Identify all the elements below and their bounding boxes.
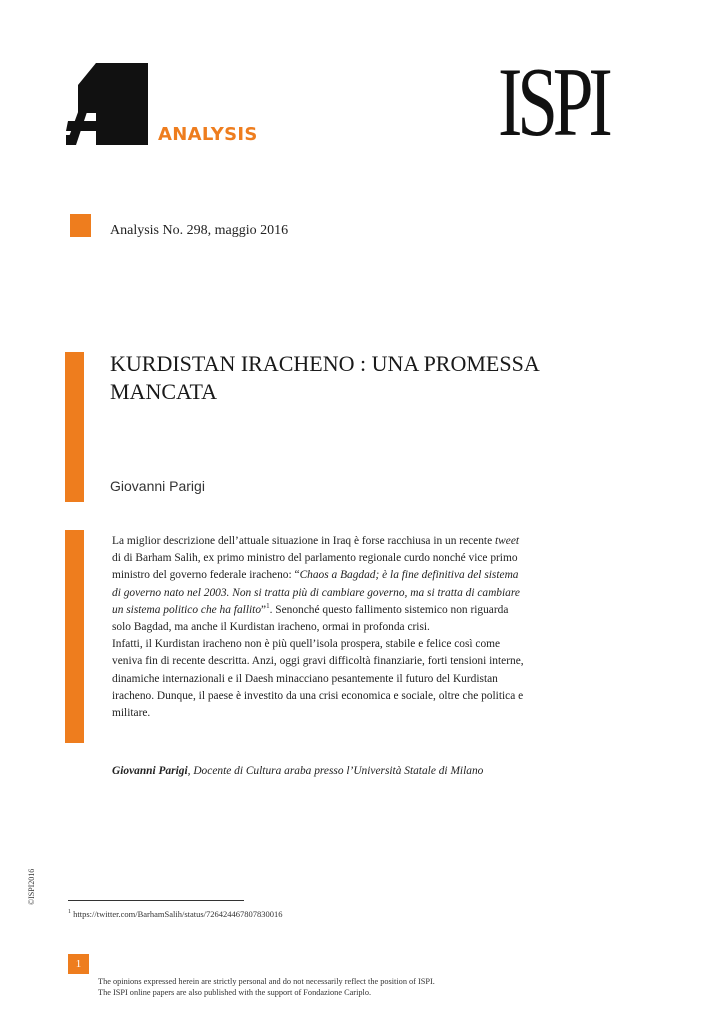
abstract-quote: Chaos a Bagdad; è la fine definitiva del sistema di governo nato nel 2003. Non si tratta più di cambiare governo, ma si tratta di cambiare un sistema politico che ha fallito bbox=[112, 569, 520, 616]
footnote-link[interactable]: https://twitter.com/BarhamSalih/status/726424467807830016 bbox=[71, 909, 283, 919]
author-bio bbox=[112, 765, 483, 777]
abstract-accent-bar bbox=[65, 530, 84, 743]
footnote-number: 1 bbox=[68, 909, 71, 916]
bio-role: , Docente di Cultura araba presso l’Università Statale di Milano bbox=[187, 765, 484, 777]
disclaimer-line-2: The ISPI online papers are also published with the support of Fondazione Cariplo. bbox=[98, 987, 372, 997]
abstract-paragraph-2: Infatti, il Kurdistan iracheno non è più quell’isola prospera, stabile e felice così come veniva fin di recente descritta. Anzi, oggi gravi difficoltà finanziarie, forti tensioni interne, dinamiche internazionali e il Daesh minacciano pesantemente il futuro del Kurdistan iracheno. Dunque, il paese è investito da una crisi economica e sociale, oltre che politica e militare. bbox=[112, 638, 524, 720]
document-title: KURDISTAN IRACHENO : UNA PROMESSA MANCATA bbox=[110, 351, 539, 404]
abstract-text: . Senonché questo fallimento sistemico non riguarda solo Bagdad, ma anche il Kurdistan iracheno, ormai in profonda crisi. bbox=[112, 603, 509, 634]
footnote-divider bbox=[68, 900, 244, 901]
orange-square-marker bbox=[70, 214, 91, 237]
bio-author-name: Giovanni Parigi bbox=[112, 765, 188, 777]
abstract-italic-tweet: tweet bbox=[495, 535, 520, 547]
footnote bbox=[68, 909, 283, 919]
title-accent-bar bbox=[65, 352, 84, 502]
disclaimer bbox=[98, 977, 618, 998]
series-label: ANALYSIS bbox=[158, 124, 258, 145]
analysis-a-logo bbox=[66, 63, 148, 145]
copyright-vertical: ©ISPI2016 bbox=[27, 868, 36, 905]
footnote-reference[interactable]: 1 bbox=[266, 602, 270, 611]
page-number: 1 bbox=[68, 954, 89, 974]
abstract-text: ” bbox=[261, 603, 267, 616]
ispi-logo: ISPI bbox=[498, 48, 608, 157]
author-name: Giovanni Parigi bbox=[110, 478, 205, 494]
abstract-text: di di Barham Salih, ex primo ministro del parlamento regionale curdo nonché vice primo ministro del governo federale iracheno: “ bbox=[112, 552, 518, 582]
abstract-text: La miglior descrizione dell’attuale situazione in Iraq è forse racchiusa in un recente bbox=[112, 535, 495, 547]
disclaimer-line-1: The opinions expressed herein are strictly personal and do not necessarily reflect the position of ISPI. bbox=[98, 977, 435, 986]
abstract bbox=[112, 533, 530, 722]
analysis-number: Analysis No. 298, maggio 2016 bbox=[110, 223, 289, 238]
